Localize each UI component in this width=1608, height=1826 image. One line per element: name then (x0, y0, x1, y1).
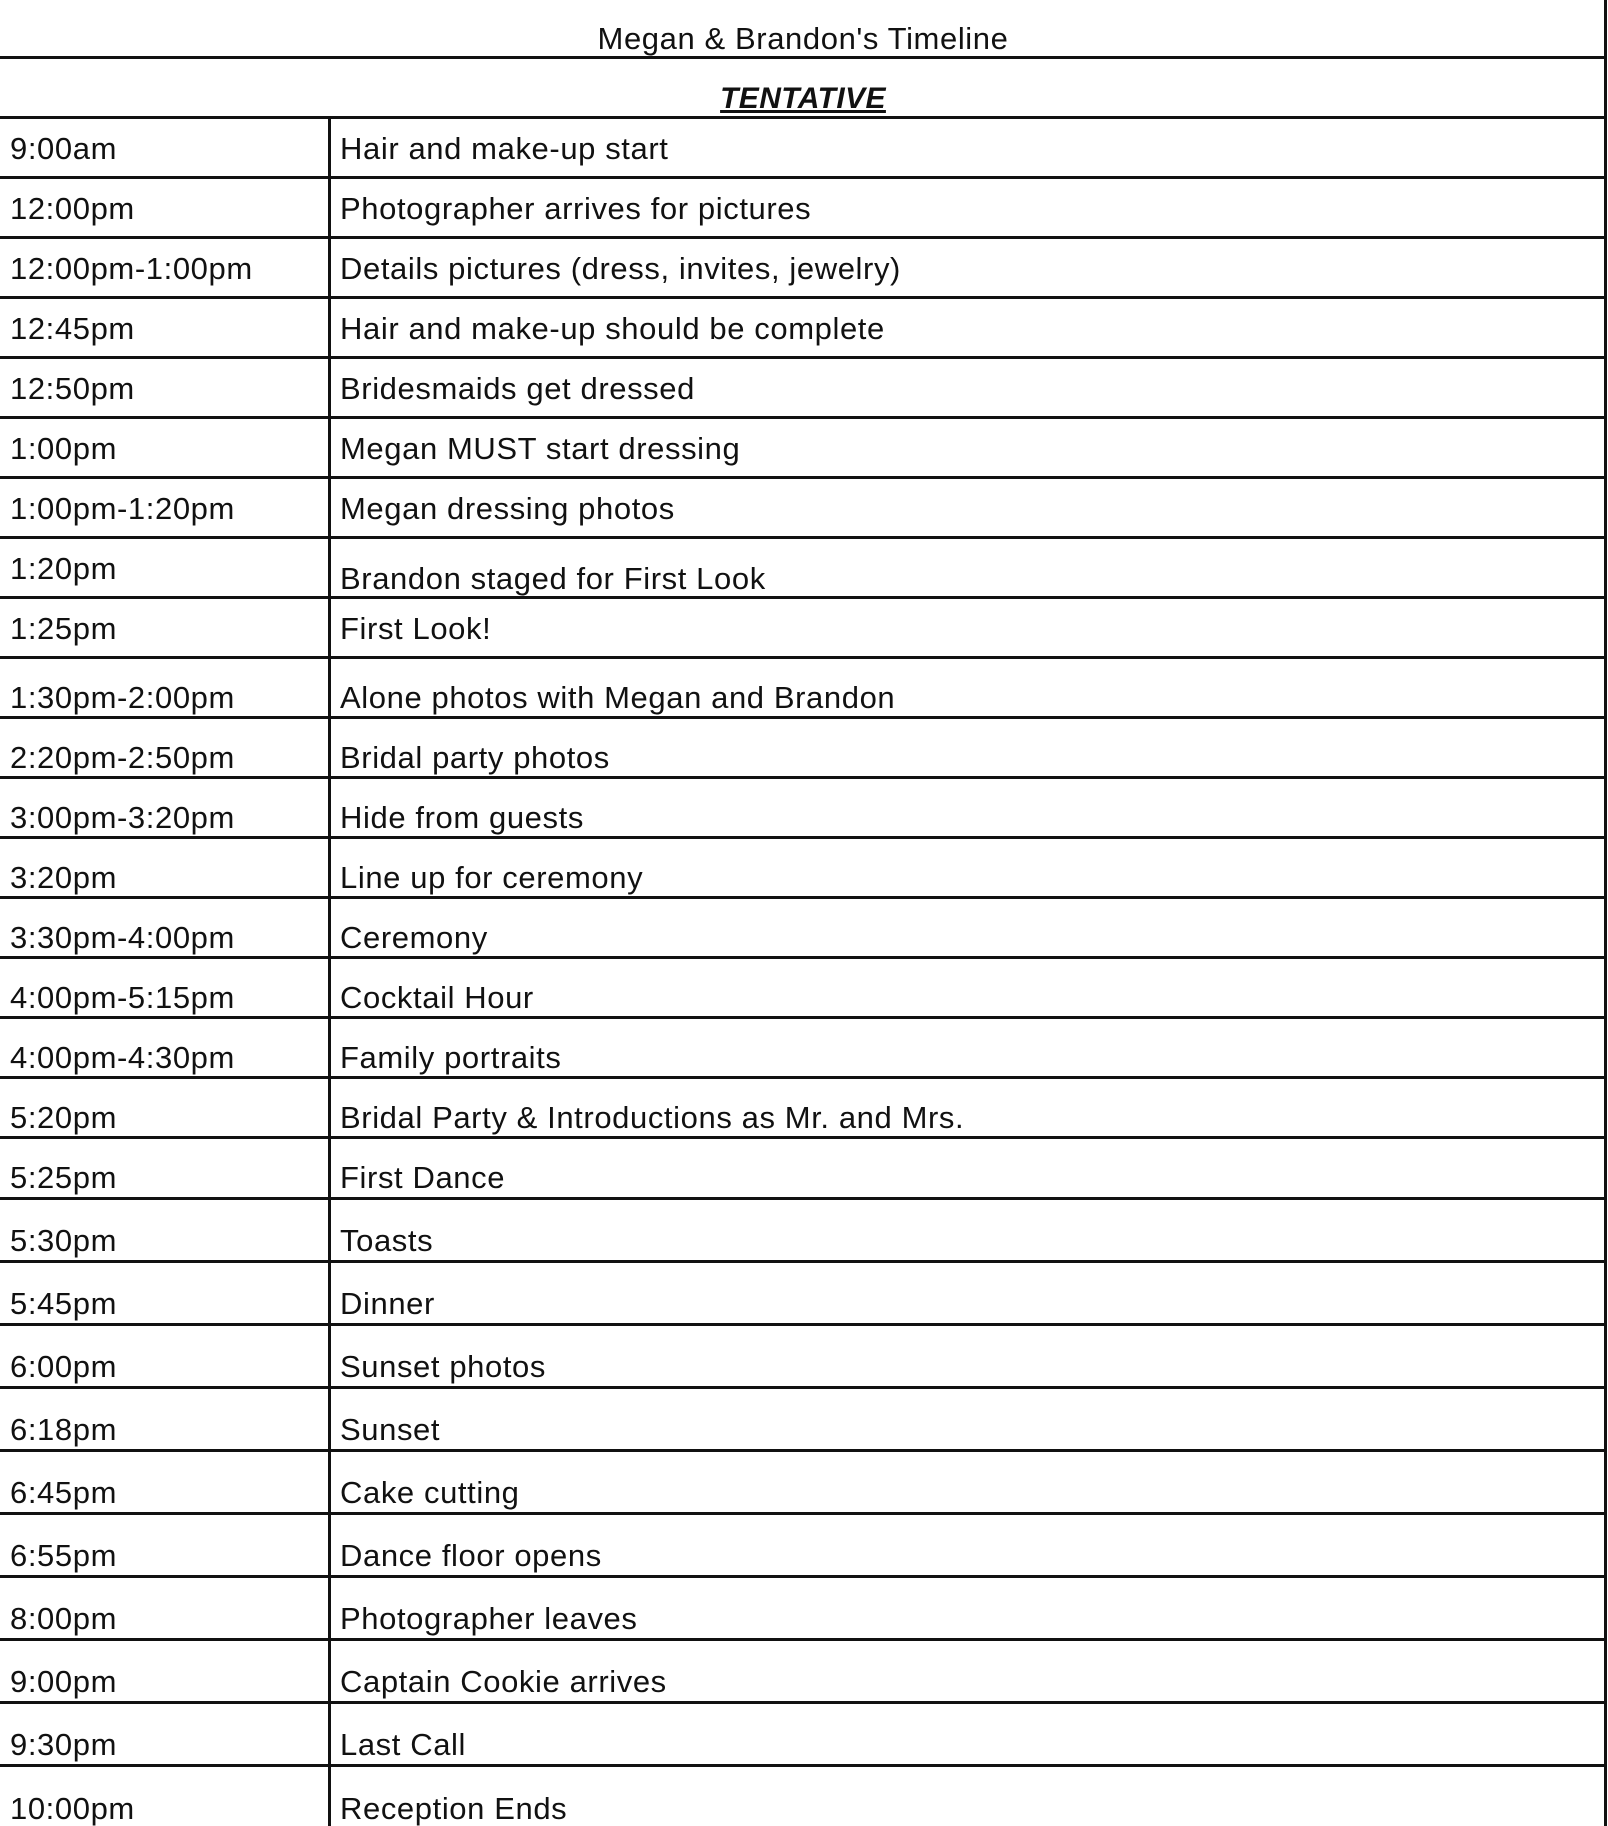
event-cell: Cake cutting (340, 1475, 520, 1510)
time-cell: 1:25pm (10, 611, 117, 646)
time-cell: 6:45pm (10, 1475, 117, 1510)
event-cell: Bridesmaids get dressed (340, 371, 695, 406)
event-cell: Ceremony (340, 920, 488, 955)
row-line (0, 476, 1607, 479)
event-cell: Sunset (340, 1412, 441, 1447)
row-line (0, 1076, 1607, 1079)
row-line (0, 116, 1607, 119)
time-cell: 5:25pm (10, 1160, 117, 1195)
row-line (0, 956, 1607, 959)
event-cell: Megan MUST start dressing (340, 431, 741, 466)
time-cell: 5:45pm (10, 1286, 117, 1321)
event-cell: Hair and make-up start (340, 131, 669, 166)
row-line (0, 716, 1607, 719)
event-cell: Captain Cookie arrives (340, 1664, 667, 1699)
row-line (0, 656, 1607, 659)
event-cell: Sunset photos (340, 1349, 547, 1384)
timeline-subtitle: TENTATIVE (720, 82, 886, 115)
event-cell: Cocktail Hour (340, 980, 534, 1015)
row-line (0, 1386, 1607, 1389)
event-cell: Details pictures (dress, invites, jewelry) (340, 251, 901, 286)
row-line (0, 416, 1607, 419)
event-cell: Bridal Party & Introductions as Mr. and Mrs. (340, 1100, 965, 1135)
column-divider (328, 117, 331, 1826)
time-cell: 4:00pm-4:30pm (10, 1040, 235, 1075)
event-cell: Hide from guests (340, 800, 584, 835)
event-cell: Reception Ends (340, 1791, 568, 1826)
event-cell: Alone photos with Megan and Brandon (340, 680, 896, 715)
time-cell: 1:30pm-2:00pm (10, 680, 235, 715)
event-cell: Photographer arrives for pictures (340, 191, 812, 226)
time-cell: 4:00pm-5:15pm (10, 980, 235, 1015)
event-cell: Toasts (340, 1223, 434, 1258)
time-cell: 1:00pm-1:20pm (10, 491, 235, 526)
row-line (0, 1638, 1607, 1641)
row-line (0, 1701, 1607, 1704)
row-line (0, 1764, 1607, 1767)
row-line (0, 1016, 1607, 1019)
time-cell: 3:20pm (10, 860, 117, 895)
time-cell: 9:30pm (10, 1727, 117, 1762)
event-cell: Line up for ceremony (340, 860, 644, 895)
event-cell: Hair and make-up should be complete (340, 311, 885, 346)
row-line (0, 1136, 1607, 1139)
event-cell: Dance floor opens (340, 1538, 602, 1573)
time-cell: 12:00pm-1:00pm (10, 251, 253, 286)
event-cell: First Look! (340, 611, 492, 646)
row-line (0, 896, 1607, 899)
row-line (0, 296, 1607, 299)
row-line (0, 1512, 1607, 1515)
event-cell: First Dance (340, 1160, 506, 1195)
time-cell: 12:00pm (10, 191, 135, 226)
event-cell: Brandon staged for First Look (340, 561, 766, 596)
row-line (0, 1197, 1607, 1200)
row-line (0, 536, 1607, 539)
time-cell: 8:00pm (10, 1601, 117, 1636)
time-cell: 6:18pm (10, 1412, 117, 1447)
row-line (0, 56, 1607, 59)
row-line (0, 596, 1607, 599)
event-cell: Megan dressing photos (340, 491, 675, 526)
time-cell: 5:20pm (10, 1100, 117, 1135)
row-line (0, 236, 1607, 239)
event-cell: Family portraits (340, 1040, 562, 1075)
row-line (0, 1323, 1607, 1326)
row-line (0, 356, 1607, 359)
time-cell: 1:20pm (10, 551, 117, 586)
time-cell: 9:00pm (10, 1664, 117, 1699)
time-cell: 3:00pm-3:20pm (10, 800, 235, 835)
time-cell: 1:00pm (10, 431, 117, 466)
row-line (0, 776, 1607, 779)
time-cell: 2:20pm-2:50pm (10, 740, 235, 775)
event-cell: Last Call (340, 1727, 467, 1762)
timeline-title: Megan & Brandon's Timeline (597, 21, 1009, 56)
event-cell: Dinner (340, 1286, 435, 1321)
time-cell: 12:50pm (10, 371, 135, 406)
event-cell: Bridal party photos (340, 740, 610, 775)
row-line (0, 176, 1607, 179)
row-line (0, 1260, 1607, 1263)
time-cell: 6:00pm (10, 1349, 117, 1384)
time-cell: 6:55pm (10, 1538, 117, 1573)
time-cell: 12:45pm (10, 311, 135, 346)
row-line (0, 1449, 1607, 1452)
time-cell: 9:00am (10, 131, 117, 166)
time-cell: 3:30pm-4:00pm (10, 920, 235, 955)
time-cell: 5:30pm (10, 1223, 117, 1258)
right-border (1604, 0, 1607, 1826)
event-cell: Photographer leaves (340, 1601, 638, 1636)
time-cell: 10:00pm (10, 1791, 135, 1826)
row-line (0, 836, 1607, 839)
row-line (0, 1575, 1607, 1578)
